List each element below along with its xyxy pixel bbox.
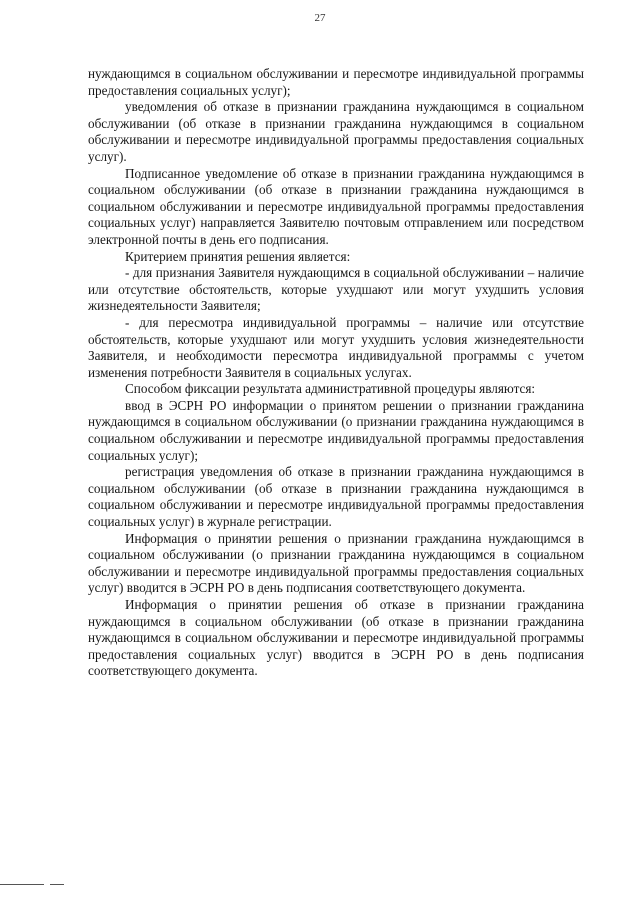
- paragraph: Способом фиксации результата административной процедуры являются:: [125, 381, 536, 397]
- paragraph: Подписанное уведомление об отказе в признании гражданина нуждающимся в социальном обслуживании (об отказе в признании гражданина нуждающимся в социальном обслуживании и пересмотре индивидуальной программы предоставления социальных услуг) направляется Заявителю почтовым отправлением или посредством электронной почты в день его подписания.: [88, 165, 584, 247]
- footer-rule: [0, 884, 44, 885]
- paragraph: - для признания Заявителя нуждающимся в социальной обслуживании – наличие или отсутствие обстоятельств, которые ухудшают или могут ухудшить условия жизнедеятельности Заявителя;: [88, 265, 584, 314]
- paragraph: Информация о принятии решения об отказе в признании гражданина нуждающимся в социальном обслуживании (об отказе в признании гражданина нуждающимся в социальном обслуживании и пересмотре индивидуальной программы предоставления социальных услуг) вводится в ЭСРН РО в день подписания соответствующего документа.: [88, 597, 584, 679]
- document-body: [88, 66, 584, 680]
- paragraph: - для пересмотра индивидуальной программы – наличие или отсутствие обстоятельств, которые ухудшают или могут ухудшить условия жизнедеятельности Заявителя, и необходимости пересмотра индивидуальной программы с учетом изменения потребности Заявителя в социальных услугах.: [88, 314, 584, 380]
- footer-rule: [50, 884, 64, 885]
- page-number: 27: [314, 12, 326, 24]
- paragraph: ввод в ЭСРН РО информации о принятом решении о признании гражданина нуждающимся в социальном обслуживании (о признании гражданина нуждающимся в социальном обслуживании и пересмотре индивидуальной программы предоставления социальных услуг);: [88, 397, 584, 463]
- paragraph: уведомления об отказе в признании гражданина нуждающимся в социальном обслуживании (об отказе в признании гражданина нуждающимся в социальном обслуживании и пересмотре индивидуальной программы предоставления социальных услуг).: [88, 99, 584, 164]
- paragraph: нуждающимся в социальном обслуживании и пересмотре индивидуальной программы предоставления социальных услуг);: [88, 66, 584, 98]
- paragraph: регистрация уведомления об отказе в признании гражданина нуждающимся в социальном обслуживании (об отказе в признании гражданина нуждающимся в социальном обслуживании и пересмотре индивидуальной программы предоставления социальных услуг) в журнале регистрации.: [88, 464, 584, 530]
- paragraph: Критерием принятия решения является:: [125, 248, 351, 264]
- paragraph: Информация о принятии решения о признании гражданина нуждающимся в социальном обслуживании (о признании гражданина нуждающимся в социальном обслуживании и пересмотре индивидуальной программы предоставления социальных услуг) вводится в ЭСРН РО в день подписания соответствующего документа.: [88, 530, 584, 596]
